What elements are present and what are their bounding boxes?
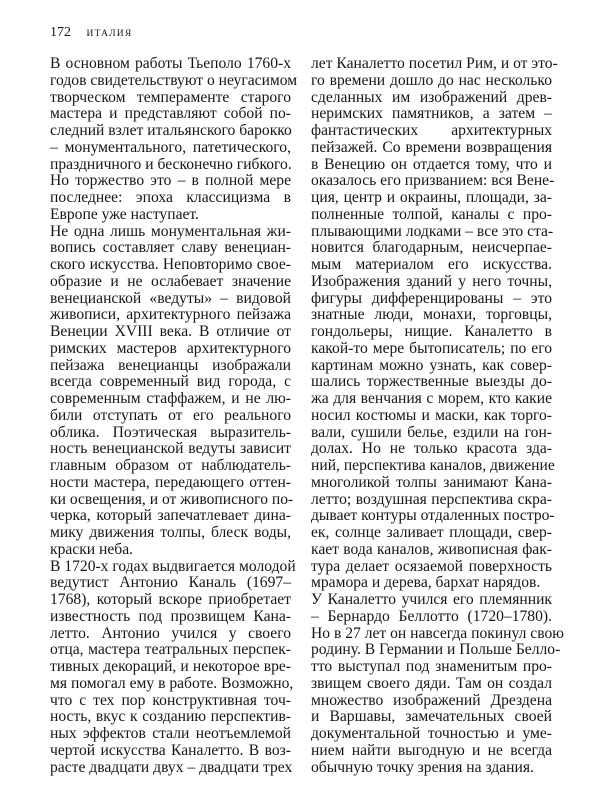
section-title: ИТАЛИЯ: [86, 29, 133, 39]
text-line: пейзажа венецианцы изображали: [50, 356, 291, 374]
text-line: отца, мастера театральных перспек-: [50, 641, 291, 659]
text-line: сделанных им изображений древ-: [311, 88, 552, 106]
text-line: У Каналетто учился его племянник: [311, 591, 552, 608]
paragraph: [50, 55, 298, 224]
text-column-right: [311, 55, 564, 776]
text-line: множество изображений Дрездена: [311, 691, 552, 709]
text-line: го времени дошло до нас несколько: [311, 71, 552, 89]
text-line: ведутист Антонио Каналь (1697–: [50, 574, 291, 592]
text-line: дывает контуры отдаленных постро-: [311, 507, 555, 525]
text-line: знатные люди, монахи, торговцы,: [311, 306, 552, 324]
text-line: современным стаффажем, и не лю-: [50, 390, 291, 407]
text-line: всегда современный вид города, с: [50, 373, 291, 391]
text-line: В основном работы Тьеполо 1760-х: [50, 55, 291, 72]
paragraph: [50, 222, 294, 559]
text-line: следний взлет итальянского барокко: [50, 122, 292, 139]
text-line: мику движения толпы, блеск воды,: [50, 524, 291, 541]
text-line: ность, вкус к созданию перспектив-: [50, 708, 291, 726]
text-line: черка, который запечатлевает дина-: [50, 507, 291, 525]
text-line: пейзажей. Со времени возвращения: [311, 138, 552, 156]
text-line: 1768), который вскоре приобретает: [50, 591, 291, 608]
text-line: родину. В Германии и Польше Белло-: [311, 641, 561, 659]
text-line: – Бернардо Беллотто (1720–1780).: [311, 607, 552, 625]
text-line: ек, солнце заливает площади, свер-: [311, 524, 552, 541]
text-line: ний, перспектива каналов, движение: [311, 457, 555, 474]
text-line: били отступать от его реального: [50, 406, 291, 424]
text-line: мастера и представляют собой по-: [50, 105, 291, 123]
text-line: Но в 27 лет он навсегда покинул свою: [311, 624, 564, 642]
text-line: кает вода каналов, живописная фак-: [311, 540, 552, 558]
text-line: ных эффектов стали неотъемлемой: [50, 725, 291, 742]
text-line: что с тех пор конструктивная точ-: [50, 691, 291, 709]
paragraph: [50, 557, 296, 777]
text-line: плывающими лодками – все это ста-: [311, 222, 554, 240]
text-line: жа для венчания с морем, кто какие: [311, 390, 552, 407]
text-line: облика. Поэтическая выразитель-: [50, 423, 291, 441]
text-line: годов свидетельствуют о неугасимом: [50, 71, 298, 89]
text-line: мрамора и дерева, бархат нарядов.: [311, 574, 541, 592]
text-line: тто выступал под знаменитым про-: [311, 658, 552, 675]
text-line: В 1720-х годах выдвигается молодой: [50, 557, 296, 575]
text-line: праздничного и бесконечно гибкого.: [50, 155, 292, 173]
text-line: ность венецианской ведуты зависит: [50, 440, 291, 458]
text-line: в Венецию он отдается тому, что и: [311, 155, 552, 173]
text-line: чертой искусства Каналетто. В воз-: [50, 741, 291, 759]
text-line: многоликой толпы занимают Кана-: [311, 473, 552, 491]
text-line: творческом темпераменте старого: [50, 88, 291, 106]
text-line: обычную точку зрения на здания.: [311, 758, 534, 776]
text-line: картинам можно узнать, как совер-: [311, 356, 552, 374]
text-line: ция, центр и окраины, площади, за-: [311, 189, 552, 206]
text-line: гондольеры, нищие. Каналетто в: [311, 323, 552, 340]
text-line: документальной точностью и уме-: [311, 725, 552, 742]
text-line: последнее: эпоха классицизма в: [50, 189, 291, 206]
text-line: долах. Но не только красота зда-: [311, 440, 552, 458]
text-line: венецианской «ведуты» – видовой: [50, 289, 291, 307]
paragraph: [311, 55, 558, 592]
text-line: звищем своего дяди. Там он создал: [311, 674, 552, 692]
text-line: полненные толпой, каналы с про-: [311, 205, 552, 223]
text-line: мым материалом его искусства.: [311, 256, 552, 273]
text-line: летто. Антонио учился у своего: [50, 624, 291, 642]
text-line: ки освещения, и от живописного по-: [50, 490, 294, 508]
text-line: и Варшавы, замечательных своей: [311, 708, 552, 726]
text-line: римских мастеров архитектурного: [50, 339, 291, 357]
running-header: [50, 25, 132, 41]
text-line: вопись составляет славу венециан-: [50, 239, 291, 257]
text-line: Изображения зданий у него точны,: [311, 272, 552, 290]
text-line: известность под прозвищем Кана-: [50, 607, 291, 625]
text-line: Но торжество это – в полной мере: [50, 172, 291, 190]
text-line: неримских памятников, а затем –: [311, 105, 552, 123]
text-line: новится благодарным, неисчерпае-: [311, 239, 552, 257]
text-line: ского искусства. Неповторимо свое-: [50, 256, 291, 273]
text-line: носил костюмы и маски, как торго-: [311, 406, 552, 424]
text-line: главным образом от наблюдатель-: [50, 457, 291, 474]
text-line: фигуры дифференцированы – это: [311, 289, 552, 307]
text-line: нием найти выгодную и не всегда: [311, 741, 552, 759]
text-line: живописи, архитектурного пейзажа: [50, 306, 291, 324]
text-line: образие и не ослабевает значение: [50, 272, 291, 290]
text-line: Не одна лишь монументальная жи-: [50, 222, 291, 240]
text-line: Европе уже наступает.: [50, 205, 199, 223]
text-line: расте двадцати двух – двадцати трех: [50, 758, 293, 776]
text-column-left: [50, 55, 298, 776]
text-line: тура делает осязаемой поверхность: [311, 557, 552, 575]
text-line: тивных декораций, и некоторое вре-: [50, 658, 291, 675]
paragraph: [311, 591, 564, 776]
text-line: краски неба.: [50, 540, 134, 558]
text-line: – монументального, патетического,: [50, 138, 291, 156]
text-line: оказалось его призванием: вся Вене-: [311, 172, 555, 190]
text-line: какой-то мере бытописатель; по его: [311, 339, 552, 357]
text-line: мя помогал ему в работе. Возможно,: [50, 674, 294, 692]
text-line: фантастических архитектурных: [311, 122, 552, 139]
page-number: 172: [50, 25, 71, 40]
text-line: Венеции XVIII века. В отличие от: [50, 323, 291, 340]
text-line: летто; воздушная перспектива скра-: [311, 490, 552, 508]
text-line: ности мастера, передающего оттен-: [50, 473, 291, 491]
text-line: вали, сушили белье, ездили на гон-: [311, 423, 552, 441]
text-line: шались торжественные выезды до-: [311, 373, 552, 391]
text-line: лет Каналетто посетил Рим, и от это-: [311, 55, 558, 72]
